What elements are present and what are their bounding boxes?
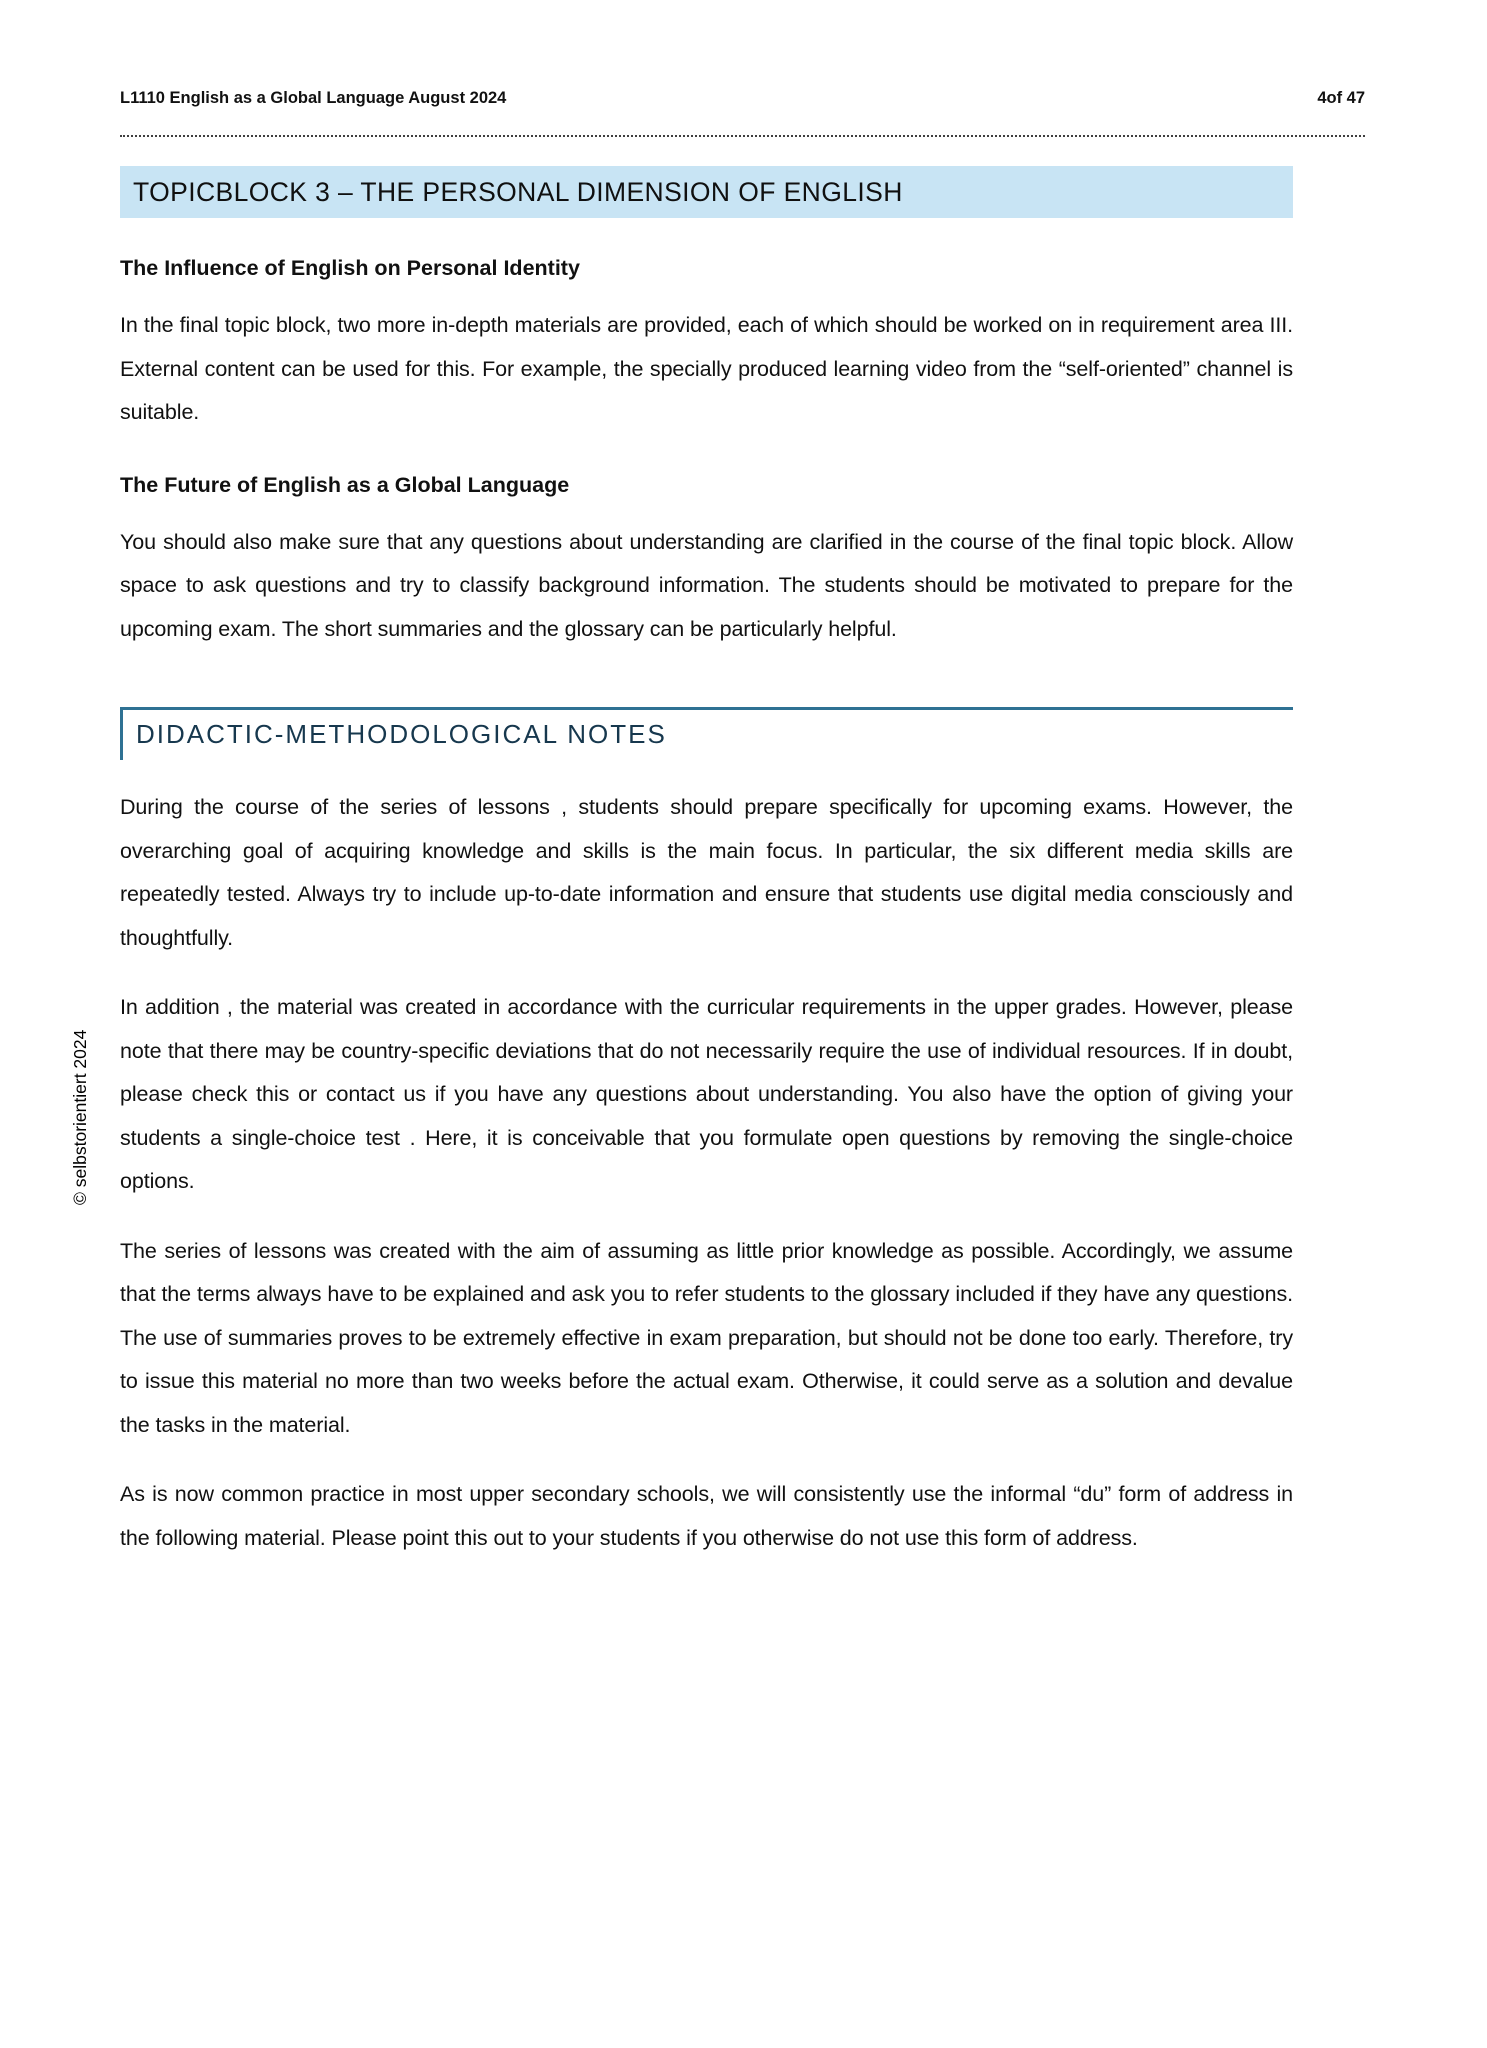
page-header [120,88,1365,137]
subsection-heading: The Influence of English on Personal Identity [120,256,580,280]
notes-paragraph: As is now common practice in most upper secondary schools, we will consistently use the informal “du” form of address in the following material. Please point this out to your students if you otherwise do not use this form of address. [120,1482,1293,1550]
copyright-side-note: © selbstorientiert 2024 [70,1029,90,1205]
notes-paragraph: During the course of the series of lessons , students should prepare specifically for upcoming exams. However, the overarching goal of acquiring knowledge and skills is the main focus. In particular, the six different media skills are repeatedly tested. Always try to include up-to-date information and ensure that students use digital media consciously and thoughtfully. [120,795,1293,950]
notes-paragraph: In addition , the material was created in accordance with the curricular requirements in the upper grades. However, please note that there may be country-specific deviations that do not necessarily require the use of individual resources. If in doubt, please check this or contact us if you have any questions about understanding. You also have the option of giving your students a single-choice test . Here, it is conceivable that you formulate open questions by removing the single-choice options. [120,995,1293,1193]
subsection-influence [120,254,1293,435]
page-number: 4of 47 [1317,89,1365,107]
document-id: L1110 English as a Global Language August 2024 [120,89,507,107]
notes-paragraph: The series of lessons was created with the aim of assuming as little prior knowledge as possible. Accordingly, we assume that the terms always have to be explained and ask you to refer students to the glossary included if they have any questions. The use of summaries proves to be extremely effective in exam preparation, but should not be done too early. Therefore, try to issue this material no more than two weeks before the actual exam. Otherwise, it could serve as a solution and devalue the tasks in the material. [120,1238,1293,1437]
subsection-future [120,471,1293,652]
didactic-notes-heading-box [120,707,1293,760]
subsection-paragraph: In the final topic block, two more in-depth materials are provided, each of which should be worked on in requirement area III. External content can be used for this. For example, the specially produced learning video from the “self-oriented” channel is suitable. [120,313,1293,424]
subsection-heading: The Future of English as a Global Language [120,472,570,497]
topic-block-banner: TOPICBLOCK 3 – THE PERSONAL DIMENSION OF ENGLISH [120,166,1293,218]
subsection-paragraph: You should also make sure that any questions about understanding are clarified in the course of the final topic block. Allow space to ask questions and try to classify background information. The students should be motivated to prepare for the upcoming exam. The short summaries and the glossary can be particularly helpful. [120,529,1293,641]
content-column [120,166,1293,1560]
didactic-notes-heading: DIDACTIC-METHODOLOGICAL NOTES [136,719,667,749]
